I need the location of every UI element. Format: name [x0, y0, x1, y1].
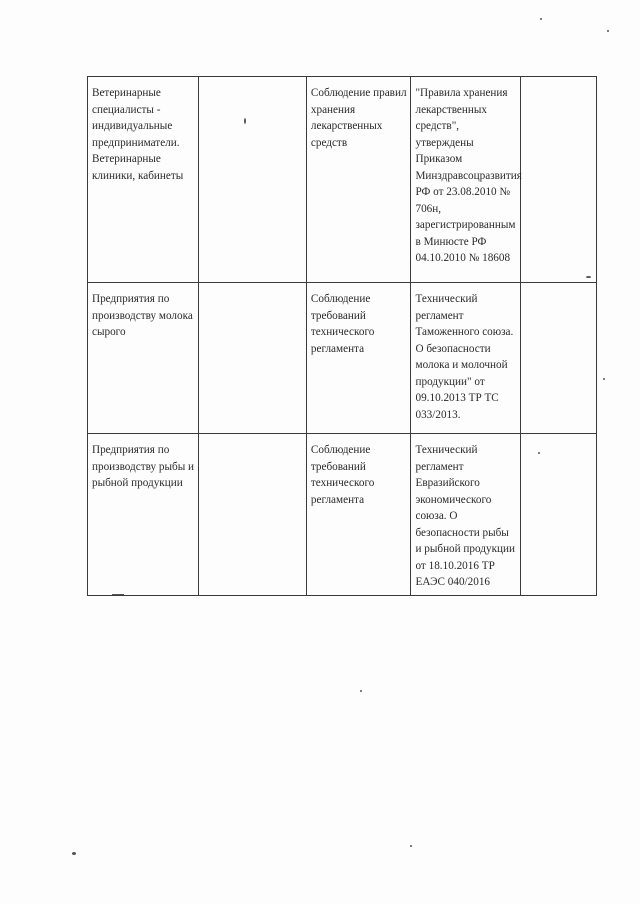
scan-speck — [603, 378, 605, 380]
table-row — [88, 283, 597, 434]
scan-speck — [112, 594, 124, 595]
scan-speck — [72, 852, 76, 855]
scan-speck — [244, 118, 246, 124]
cell-document: Технический регламент Евразийского экономического союза. О безопасности рыбы и рыбной продукции от 18.10.2016 ТР ЕАЭС 040/2016 — [411, 434, 521, 596]
scan-speck — [410, 845, 412, 847]
cell-requirement: Соблюдение требований технического регламента — [306, 434, 411, 596]
cell-empty — [199, 283, 307, 434]
cell-empty — [199, 434, 307, 596]
cell-entity: Ветеринарные специалисты - индивидуальные предприниматели. Ветеринарные клиники, кабинеты — [88, 77, 199, 283]
cell-empty — [521, 434, 597, 596]
scan-speck — [360, 690, 362, 692]
cell-document: "Правила хранения лекарственных средств", утверждены Приказом Минздравсоцразвития РФ от 23.08.2010 № 706н, зарегистрированным в Минюсте РФ 04.10.2010 № 18608 — [411, 77, 521, 283]
scan-speck — [538, 452, 540, 454]
cell-entity: Предприятия по производству рыбы и рыбной продукции — [88, 434, 199, 596]
table-row — [88, 77, 597, 283]
cell-document: Технический регламент Таможенного союза. О безопасности молока и молочной продукции" от 09.10.2013 ТР ТС 033/2013. — [411, 283, 521, 434]
cell-empty — [521, 77, 597, 283]
scan-speck — [586, 276, 591, 278]
regulation-table — [87, 76, 597, 596]
scan-speck — [607, 30, 609, 32]
cell-requirement: Соблюдение требований технического регламента — [306, 283, 411, 434]
cell-empty — [199, 77, 307, 283]
cell-entity: Предприятия по производству молока сырого — [88, 283, 199, 434]
table-row — [88, 434, 597, 596]
cell-empty — [521, 283, 597, 434]
cell-requirement: Соблюдение правил хранения лекарственных средств — [306, 77, 411, 283]
scan-speck — [540, 18, 542, 20]
